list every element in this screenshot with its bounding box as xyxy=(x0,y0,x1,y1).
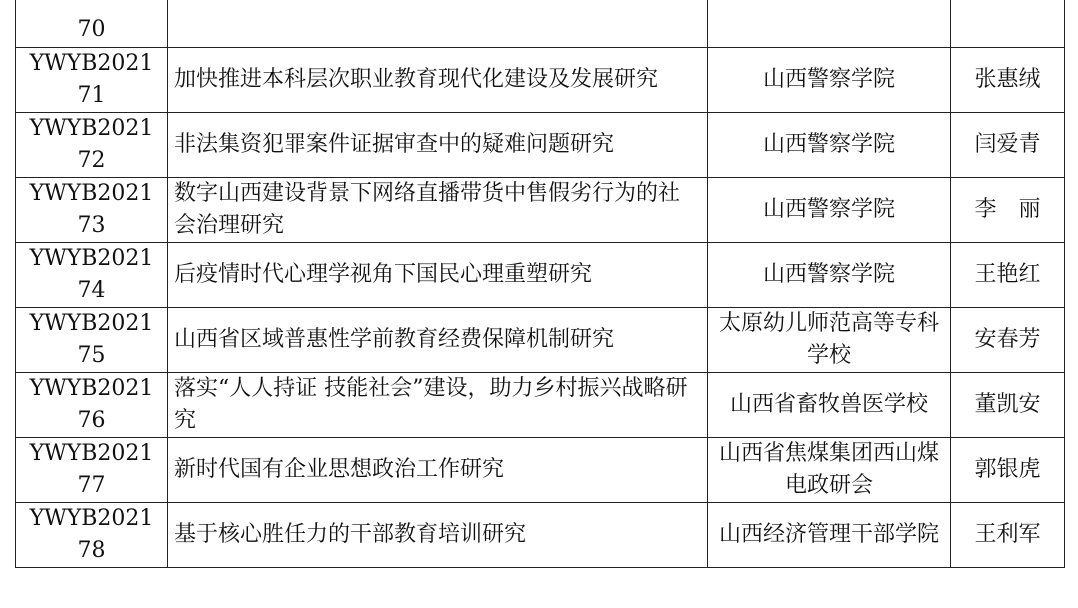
organization-cell: 山西警察学院 xyxy=(708,243,951,308)
leader-name-cell: 李 丽 xyxy=(951,178,1065,243)
project-title-cell: 加快推进本科层次职业教育现代化建设及发展研究 xyxy=(168,48,708,113)
project-title-cell: 数字山西建设背景下网络直播带货中售假劣行为的社会治理研究 xyxy=(168,178,708,243)
table-row xyxy=(16,503,1065,568)
leader-name-cell: 安春芳 xyxy=(951,308,1065,373)
project-id-tail: 75 xyxy=(77,343,106,368)
project-id-cell xyxy=(16,48,168,113)
leader-name-cell: 闫爱青 xyxy=(951,113,1065,178)
table-row xyxy=(16,243,1065,308)
organization-cell: 山西经济管理干部学院 xyxy=(708,503,951,568)
project-id-tail: 76 xyxy=(77,408,106,433)
project-title-cell: 新时代国有企业思想政治工作研究 xyxy=(168,438,708,503)
project-title-cell: 后疫情时代心理学视角下国民心理重塑研究 xyxy=(168,243,708,308)
project-id-tail: 72 xyxy=(77,148,106,173)
organization-cell: 太原幼儿师范高等专科学校 xyxy=(708,308,951,373)
leader-name-cell: 张惠绒 xyxy=(951,48,1065,113)
organization-cell: 山西警察学院 xyxy=(708,48,951,113)
table-row xyxy=(16,0,1065,48)
project-id-cell xyxy=(16,503,168,568)
project-id-cell xyxy=(16,308,168,373)
project-id-cell xyxy=(16,0,168,48)
table-row xyxy=(16,373,1065,438)
organization-cell xyxy=(708,0,951,48)
project-table xyxy=(15,0,1065,568)
project-title-cell: 落实“人人持证 技能社会”建设，助力乡村振兴战略研究 xyxy=(168,373,708,438)
leader-name-cell: 王艳红 xyxy=(951,243,1065,308)
project-title-cell: 基于核心胜任力的干部教育培训研究 xyxy=(168,503,708,568)
project-id-cell xyxy=(16,438,168,503)
project-id-head: YWYB2021 xyxy=(29,116,154,141)
project-id-head: YWYB2021 xyxy=(29,246,154,271)
table-row xyxy=(16,438,1065,503)
project-title-cell: 山西省区域普惠性学前教育经费保障机制研究 xyxy=(168,308,708,373)
leader-name-cell: 郭银虎 xyxy=(951,438,1065,503)
table-row xyxy=(16,178,1065,243)
project-id-tail: 73 xyxy=(77,213,106,238)
project-id-head: YWYB2021 xyxy=(29,441,154,466)
table-row xyxy=(16,48,1065,113)
project-id-tail: 74 xyxy=(77,278,106,303)
project-id-tail: 78 xyxy=(77,538,106,563)
leader-name-cell: 王利军 xyxy=(951,503,1065,568)
project-id-head: YWYB2021 xyxy=(29,311,154,336)
project-id-cell xyxy=(16,178,168,243)
leader-name-cell: 董凯安 xyxy=(951,373,1065,438)
project-id-head: YWYB2021 xyxy=(29,506,154,531)
table-row xyxy=(16,308,1065,373)
project-id-tail: 70 xyxy=(77,17,106,42)
project-id-head: YWYB2021 xyxy=(29,376,154,401)
table-row xyxy=(16,113,1065,178)
leader-name-cell xyxy=(951,0,1065,48)
project-id-cell xyxy=(16,113,168,178)
organization-cell: 山西省焦煤集团西山煤电政研会 xyxy=(708,438,951,503)
project-id-tail: 71 xyxy=(77,83,106,108)
project-id-head: YWYB2021 xyxy=(29,181,154,206)
project-id-cell xyxy=(16,243,168,308)
project-id-cell xyxy=(16,373,168,438)
organization-cell: 山西警察学院 xyxy=(708,113,951,178)
project-id-head: YWYB2021 xyxy=(29,51,154,76)
organization-cell: 山西警察学院 xyxy=(708,178,951,243)
project-id-tail: 77 xyxy=(77,473,106,498)
organization-cell: 山西省畜牧兽医学校 xyxy=(708,373,951,438)
project-title-cell: 非法集资犯罪案件证据审查中的疑难问题研究 xyxy=(168,113,708,178)
project-title-cell xyxy=(168,0,708,48)
